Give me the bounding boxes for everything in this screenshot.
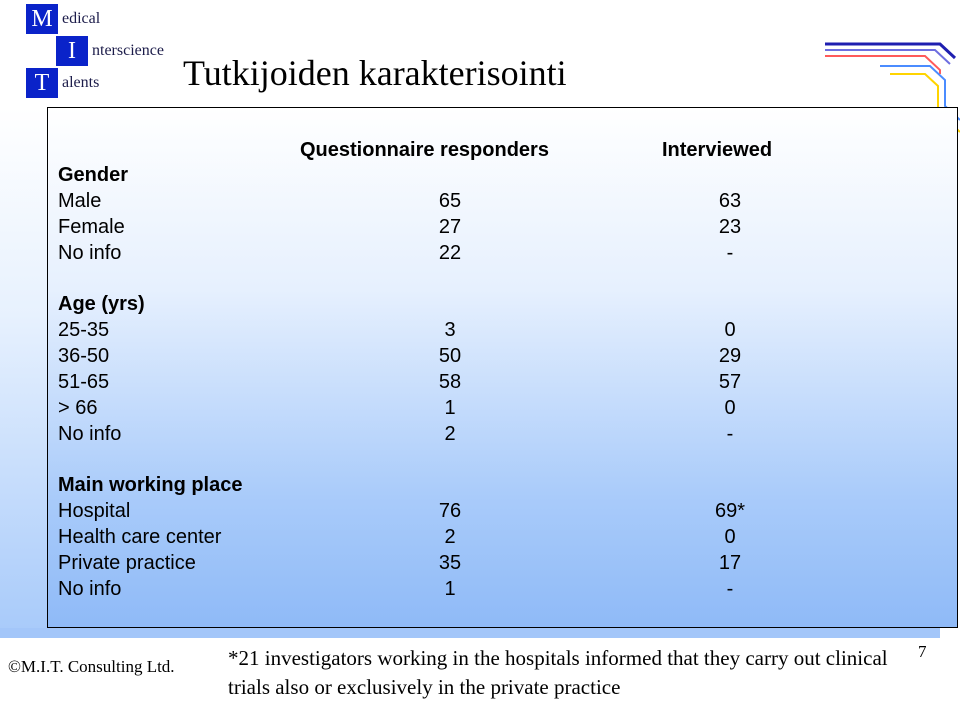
cell-interviewed: - [726, 423, 734, 445]
logo-word-medical: edical [62, 10, 101, 27]
cell-responders: 65 [438, 190, 462, 212]
cell-interviewed: 23 [718, 216, 742, 238]
cell-responders: 1 [444, 397, 456, 419]
row-label: 51-65 [58, 371, 110, 393]
row-label: Health care center [58, 526, 222, 548]
cell-responders: 2 [444, 526, 456, 548]
cell-interviewed: 17 [718, 552, 742, 574]
cell-responders: 76 [438, 500, 462, 522]
cell-interviewed: - [726, 242, 734, 264]
cell-interviewed: 0 [724, 397, 736, 419]
logo-word-talents: alents [62, 74, 100, 91]
row-label: No info [58, 242, 122, 264]
row-label: Male [58, 190, 102, 212]
row-label: 25-35 [58, 319, 110, 341]
cell-responders: 1 [444, 578, 456, 600]
cell-interviewed: - [726, 578, 734, 600]
row-label: 36-50 [58, 345, 110, 367]
column-header-interviewed: Interviewed [662, 139, 773, 161]
table-panel [47, 107, 958, 628]
row-label: Female [58, 216, 125, 238]
logo-letter-t: T [26, 68, 58, 98]
cell-interviewed: 29 [718, 345, 742, 367]
row-label: No info [58, 423, 122, 445]
logo-letter-i: I [56, 36, 88, 66]
cell-interviewed: 0 [724, 319, 736, 341]
cell-interviewed: 0 [724, 526, 736, 548]
section-heading-age: Age (yrs) [58, 293, 145, 315]
cell-responders: 2 [444, 423, 456, 445]
row-label: > 66 [58, 397, 98, 419]
logo-letter-m: M [26, 4, 58, 34]
copyright-text: ©M.I.T. Consulting Ltd. [8, 657, 175, 676]
cell-responders: 22 [438, 242, 462, 264]
page-number: 7 [918, 642, 927, 661]
row-label: Private practice [58, 552, 196, 574]
cell-responders: 35 [438, 552, 462, 574]
footnote-text: *21 investigators working in the hospitals informed that they carry out clinical trials also or exclusively in the private practice [228, 646, 888, 699]
section-heading-working-place: Main working place [58, 474, 243, 496]
section-heading-gender: Gender [58, 164, 129, 186]
column-header-questionnaire: Questionnaire responders [300, 139, 549, 161]
cell-interviewed: 57 [718, 371, 742, 393]
cell-responders: 50 [438, 345, 462, 367]
left-shade [0, 107, 47, 628]
logo-word-interscience: nterscience [92, 42, 164, 59]
bottom-shade [0, 628, 940, 638]
cell-responders: 58 [438, 371, 462, 393]
cell-interviewed: 69* [714, 500, 746, 522]
slide-title: Tutkijoiden karakterisointi [183, 53, 567, 93]
cell-interviewed: 63 [718, 190, 742, 212]
row-label: Hospital [58, 500, 131, 522]
row-label: No info [58, 578, 122, 600]
cell-responders: 27 [438, 216, 462, 238]
cell-responders: 3 [444, 319, 456, 341]
